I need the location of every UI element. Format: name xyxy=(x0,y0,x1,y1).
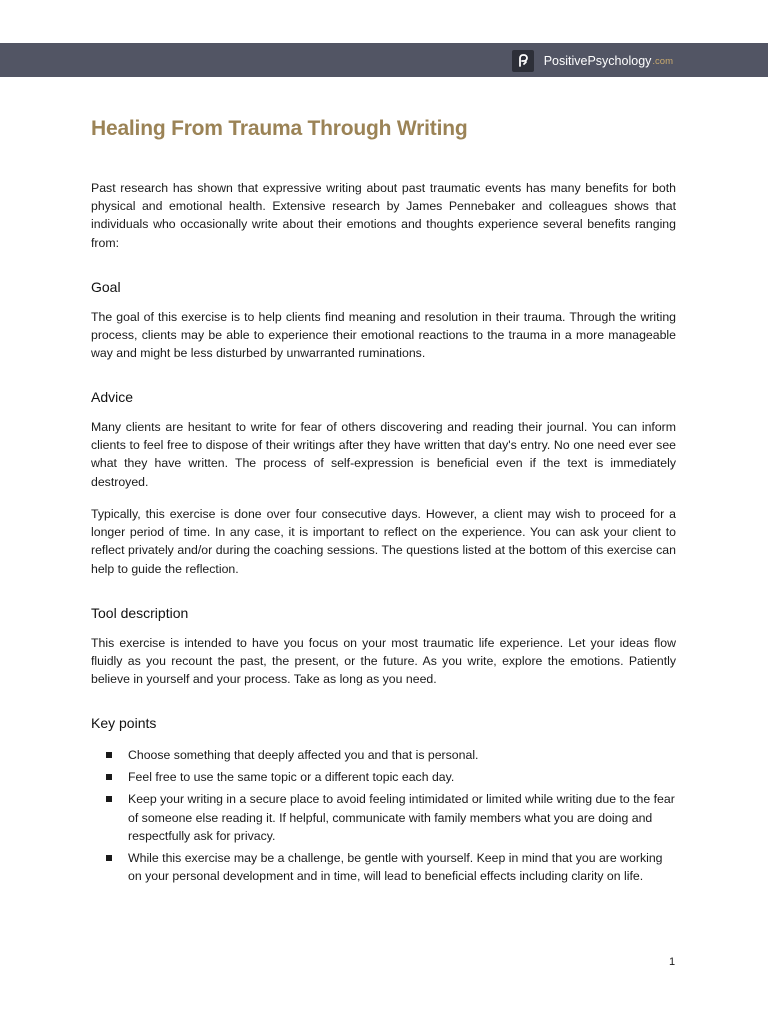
advice-paragraph-2: Typically, this exercise is done over four consecutive days. However, a client may wish to proceed for a longer period of time. In any case, it is important to reflect on the experience. You can ask your client to reflect privately and/or during the coaching sessions. The questions listed at the bottom of this exercise can help to guide the reflection. xyxy=(91,507,676,576)
key-points-list xyxy=(91,746,676,885)
brand-name: PositivePsychology xyxy=(543,54,652,68)
list-item xyxy=(91,849,676,885)
goal-paragraph: The goal of this exercise is to help clients find meaning and resolution in their trauma. Through the writing process, clients may be able to experience their emotional reactions to the trauma in a more manageable way and might be less disturbed by unwarranted ruminations. xyxy=(91,310,676,361)
list-item xyxy=(91,746,676,764)
positive-psychology-logo-icon xyxy=(512,50,534,72)
bullet-icon xyxy=(106,774,112,780)
list-item-text: Feel free to use the same topic or a different topic each day. xyxy=(128,770,455,785)
tool-description-body xyxy=(91,634,676,689)
key-points-body xyxy=(91,746,676,889)
tool-description-paragraph: This exercise is intended to have you focus on your most traumatic life experience. Let your ideas flow fluidly as you recount the past, the present, or the future. As you write, explore the emotions. Patiently believe in yourself and your process. Take as long as you need. xyxy=(91,636,676,687)
advice-section xyxy=(91,389,676,405)
list-item-text: While this exercise may be a challenge, be gentle with yourself. Keep in mind that you are working on your personal development and in time, will lead to beneficial effects including clarity on life. xyxy=(128,851,663,884)
page-title: Healing From Trauma Through Writing xyxy=(91,117,468,140)
tool-description-section xyxy=(91,605,676,621)
key-points-heading: Key points xyxy=(91,715,157,731)
bullet-icon xyxy=(106,752,112,758)
list-item-text: Keep your writing in a secure place to avoid feeling intimidated or limited while writing due to the fear of someone else reading it. If helpful, communicate with family members what you are doing and respectfully ask for privacy. xyxy=(128,792,675,843)
key-points-section xyxy=(91,715,676,731)
bullet-icon xyxy=(106,796,112,802)
advice-body-2 xyxy=(91,505,676,578)
bullet-icon xyxy=(106,855,112,861)
tool-description-heading: Tool description xyxy=(91,605,189,621)
goal-section xyxy=(91,279,676,295)
goal-body xyxy=(91,308,676,363)
brand-tld: .com xyxy=(652,55,673,67)
goal-heading: Goal xyxy=(91,279,121,295)
advice-heading: Advice xyxy=(91,389,134,405)
list-item xyxy=(91,790,676,845)
advice-body-1 xyxy=(91,418,676,491)
brand[interactable] xyxy=(512,50,673,72)
page-number: 1 xyxy=(669,956,676,968)
header-bar xyxy=(0,43,768,77)
advice-paragraph-1: Many clients are hesitant to write for fear of others discovering and reading their journal. You can inform clients to feel free to dispose of their writings after they have written that day's entry. No one need ever see what they have written. The process of self-expression is beneficial even if the text is immediately destroyed. xyxy=(91,420,676,489)
intro-paragraph: Past research has shown that expressive writing about past traumatic events has many benefits for both physical and emotional health. Extensive research by James Pennebaker and colleagues shows that individuals who occasionally write about their emotions and thoughts experience several benefits ranging from: xyxy=(91,181,676,250)
list-item-text: Choose something that deeply affected you and that is personal. xyxy=(128,748,479,762)
intro-block xyxy=(91,179,676,252)
list-item xyxy=(91,768,676,786)
